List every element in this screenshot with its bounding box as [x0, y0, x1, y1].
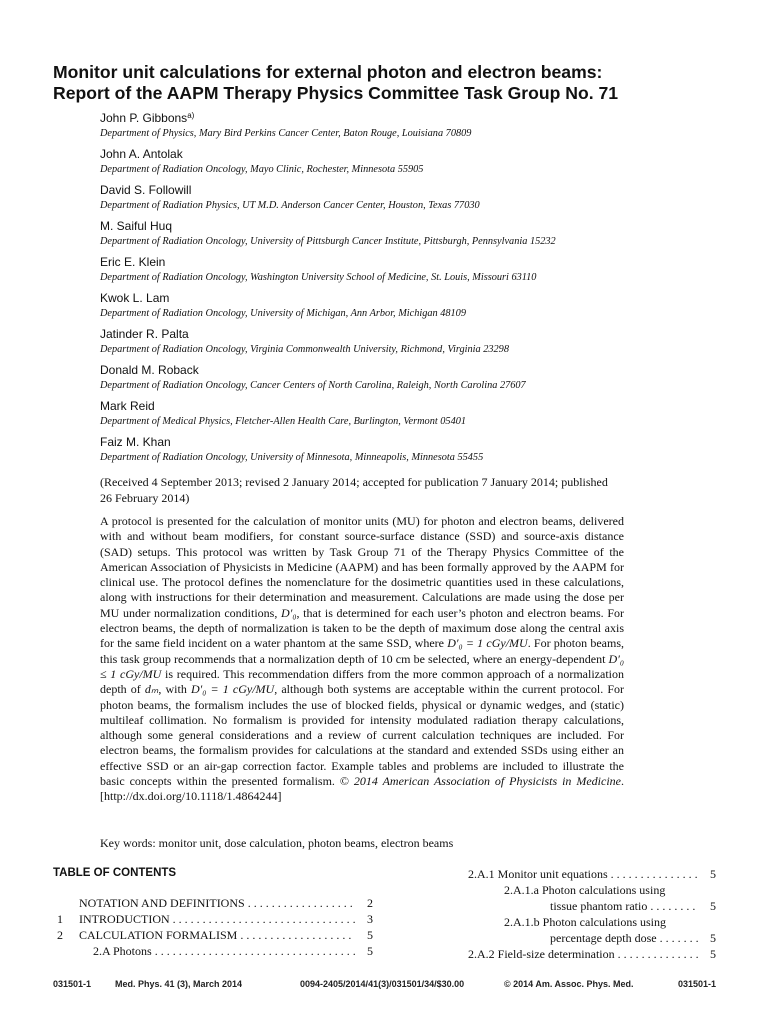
author-footnote-mark: a): [187, 111, 195, 120]
toc-entry-title: 2.A.1.b Photon calculations using: [504, 915, 666, 929]
author-affiliation: Department of Radiation Oncology, University of Michigan, Ann Arbor, Michigan 48109: [100, 308, 466, 319]
toc-entry-title: 2.A.1.a Photon calculations using: [504, 883, 666, 897]
author-name: M. Saiful Huq: [100, 219, 173, 233]
title-line-1: Monitor unit calculations for external photon and electron beams:: [53, 62, 603, 82]
footer-code: 0094-2405/2014/41(3)/031501/34/$30.00: [300, 979, 465, 989]
title-line-2: Report of the AAPM Therapy Physics Committee Task Group No. 71: [53, 83, 619, 103]
toc-entry[interactable]: [440, 930, 716, 946]
symbol-dm: dₘ: [144, 682, 159, 697]
author-entry: [100, 183, 720, 219]
author-entry: [100, 399, 720, 435]
leader-dots: [170, 912, 355, 926]
footer-copyright: © 2014 Am. Assoc. Phys. Med.: [504, 979, 634, 989]
footer-journal: Med. Phys. 41 (3), March 2014: [115, 979, 243, 989]
author-entry: [100, 255, 720, 291]
toc-entry-page: 5: [710, 931, 716, 945]
author-affiliation: Department of Radiation Oncology, Washington University School of Medicine, St. Louis, Missouri 63110: [100, 272, 537, 283]
author-name: Mark Reid: [100, 399, 155, 413]
author-name: David S. Followill: [100, 183, 192, 197]
toc-entry-page: 2: [367, 896, 373, 910]
author-entry: [100, 111, 720, 147]
author-affiliation: Department of Radiation Oncology, Cancer Centers of North Carolina, Raleigh, North Carolina 27607: [100, 380, 526, 391]
toc-entry-page: 5: [367, 944, 373, 958]
toc-right-column: [440, 866, 716, 962]
toc-entry[interactable]: [440, 866, 716, 882]
toc-heading: TABLE OF CONTENTS: [53, 867, 177, 879]
author-name: Eric E. Klein: [100, 255, 166, 269]
toc-entry-title: 2.A.1 Monitor unit equations: [468, 867, 608, 881]
doi-link[interactable]: . [http://dx.doi.org/10.1118/1.4864244]: [100, 774, 624, 804]
toc-entry-page: 5: [710, 867, 716, 881]
toc-entry-title: tissue phantom ratio: [550, 899, 648, 913]
leader-dots: [615, 947, 698, 961]
toc-entry-page: 5: [710, 947, 716, 961]
copyright-holder: 2014 American Association of Physicists in Medicine: [353, 774, 621, 789]
toc-entry-page: 5: [367, 928, 373, 942]
author-entry: [100, 435, 720, 471]
author-affiliation: Department of Physics, Mary Bird Perkins Cancer Center, Baton Rouge, Louisiana 70809: [100, 128, 472, 139]
toc-entry[interactable]: [53, 911, 373, 927]
toc-entry-title: INTRODUCTION: [79, 912, 170, 926]
footer-article-id: 031501-1: [53, 979, 92, 989]
toc-entry[interactable]: [440, 898, 716, 914]
toc-entry-title: percentage depth dose: [550, 931, 657, 945]
leader-dots: [647, 899, 698, 913]
leader-dots: [657, 931, 698, 945]
author-entry: [100, 363, 720, 399]
toc-entry-number: 2: [57, 928, 63, 942]
author-affiliation: Department of Radiation Oncology, University of Pittsburgh Cancer Institute, Pittsburgh, Pennsylvania 15232: [100, 236, 556, 247]
leader-dots: [237, 928, 355, 942]
toc-entry[interactable]: [440, 946, 716, 962]
author-name: Faiz M. Khan: [100, 435, 171, 449]
article-title: [53, 62, 733, 104]
author-list: [100, 111, 720, 471]
toc-entry-title: 2.A.2 Field-size determination: [468, 947, 615, 961]
toc-entry-number: 1: [57, 912, 63, 926]
author-affiliation: Department of Medical Physics, Fletcher-Allen Health Care, Burlington, Vermont 05401: [100, 416, 467, 427]
toc-entry-title: 2.A Photons: [93, 944, 152, 958]
toc-entry-title: NOTATION AND DEFINITIONS: [79, 896, 245, 910]
leader-dots: [608, 867, 698, 881]
author-name: Kwok L. Lam: [100, 291, 170, 305]
received-dates: (Received 4 September 2013; revised 2 January 2014; accepted for publication 7 January 2014; published 26 February 2014): [100, 475, 608, 505]
equation: D′₀ = 1 cGy/MU: [190, 682, 275, 697]
leader-dots: [245, 896, 355, 910]
toc-entry[interactable]: [53, 895, 373, 911]
toc-entry-title: CALCULATION FORMALISM: [79, 928, 238, 942]
toc-entry-page: 5: [710, 899, 716, 913]
author-entry: [100, 147, 720, 183]
equation: D′₀ ≤ 1 cGy/MU: [100, 651, 624, 681]
keywords: Key words: monitor unit, dose calculation, photon beams, electron beams: [100, 836, 454, 850]
abstract: A protocol is presented for the calculation of monitor units (MU) for photon and electron beams, delivered with and without beam modifiers, for constant source-surface distance (SSD) and source-axis distance (SAD) setups. This protocol was written by Task Group 71 of the Therapy Physics Committee of the American Association of Physicists in Medicine (AAPM) and has been formally approved by the AAPM for clinical use. The protocol defines the nomenclature for the dosimetric quantities used in these calculations, along with instructions for their determination and measurement. Calculations are made using the dose per MU under normalization conditions, D′₀, that is determined for each user’s photon and electron beams. For electron beams, the depth of normalization is taken to be the depth of maximum dose along the central axis for the same field incident on a water phantom at the same SSD, where D′₀ = 1 cGy/MU. For photon beams, this task group recommends that a normalization depth of 10 cm be selected, where an energy-dependent D′₀ ≤ 1 cGy/MU is required. This recommendation differs from the more common approach of a normalization depth of dₘ, with D′₀ = 1 cGy/MU, although both systems are acceptable within the current protocol. For photon beams, the formalism includes the use of blocked fields, physical or dynamic wedges, and (static) multileaf collimation. No formalism is provided for intensity modulated radiation therapy calculations, although some general considerations and a review of current calculation techniques are included. For electron beams, the formalism provides for calculations at the standard and extended SSDs using either an effective SSD or an air-gap correction factor. Example tables and problems are included to illustrate the basic concepts within the presented formalism. © 2014 American Association of Physicists in Medicine. [http://dx.doi.org/10.1118/1.4864244]: [100, 514, 625, 804]
author-entry: [100, 327, 720, 363]
author-name: John A. Antolak: [100, 147, 183, 161]
leader-dots: [152, 944, 355, 958]
toc-entry[interactable]: [53, 943, 373, 959]
author-affiliation: Department of Radiation Oncology, Virginia Commonwealth University, Richmond, Virginia 23298: [100, 344, 509, 355]
author-name: Donald M. Roback: [100, 363, 199, 377]
toc-left-column: [53, 895, 373, 959]
equation: D′₀ = 1 cGy/MU: [447, 636, 528, 651]
toc-entry[interactable]: [440, 914, 716, 930]
symbol-d0: D′₀: [281, 605, 297, 620]
author-affiliation: Department of Radiation Oncology, Mayo Clinic, Rochester, Minnesota 55905: [100, 164, 424, 175]
author-affiliation: Department of Radiation Oncology, University of Minnesota, Minneapolis, Minnesota 55455: [100, 452, 484, 463]
author-entry: [100, 291, 720, 327]
toc-entry[interactable]: [53, 927, 373, 943]
toc-entry[interactable]: [440, 882, 716, 898]
author-name: John P. Gibbons: [100, 111, 188, 125]
author-name: Jatinder R. Palta: [100, 327, 189, 341]
author-entry: [100, 219, 720, 255]
footer-article-id-right: 031501-1: [677, 979, 716, 989]
toc-entry-page: 3: [367, 912, 373, 926]
author-affiliation: Department of Radiation Physics, UT M.D. Anderson Cancer Center, Houston, Texas 77030: [100, 200, 480, 211]
